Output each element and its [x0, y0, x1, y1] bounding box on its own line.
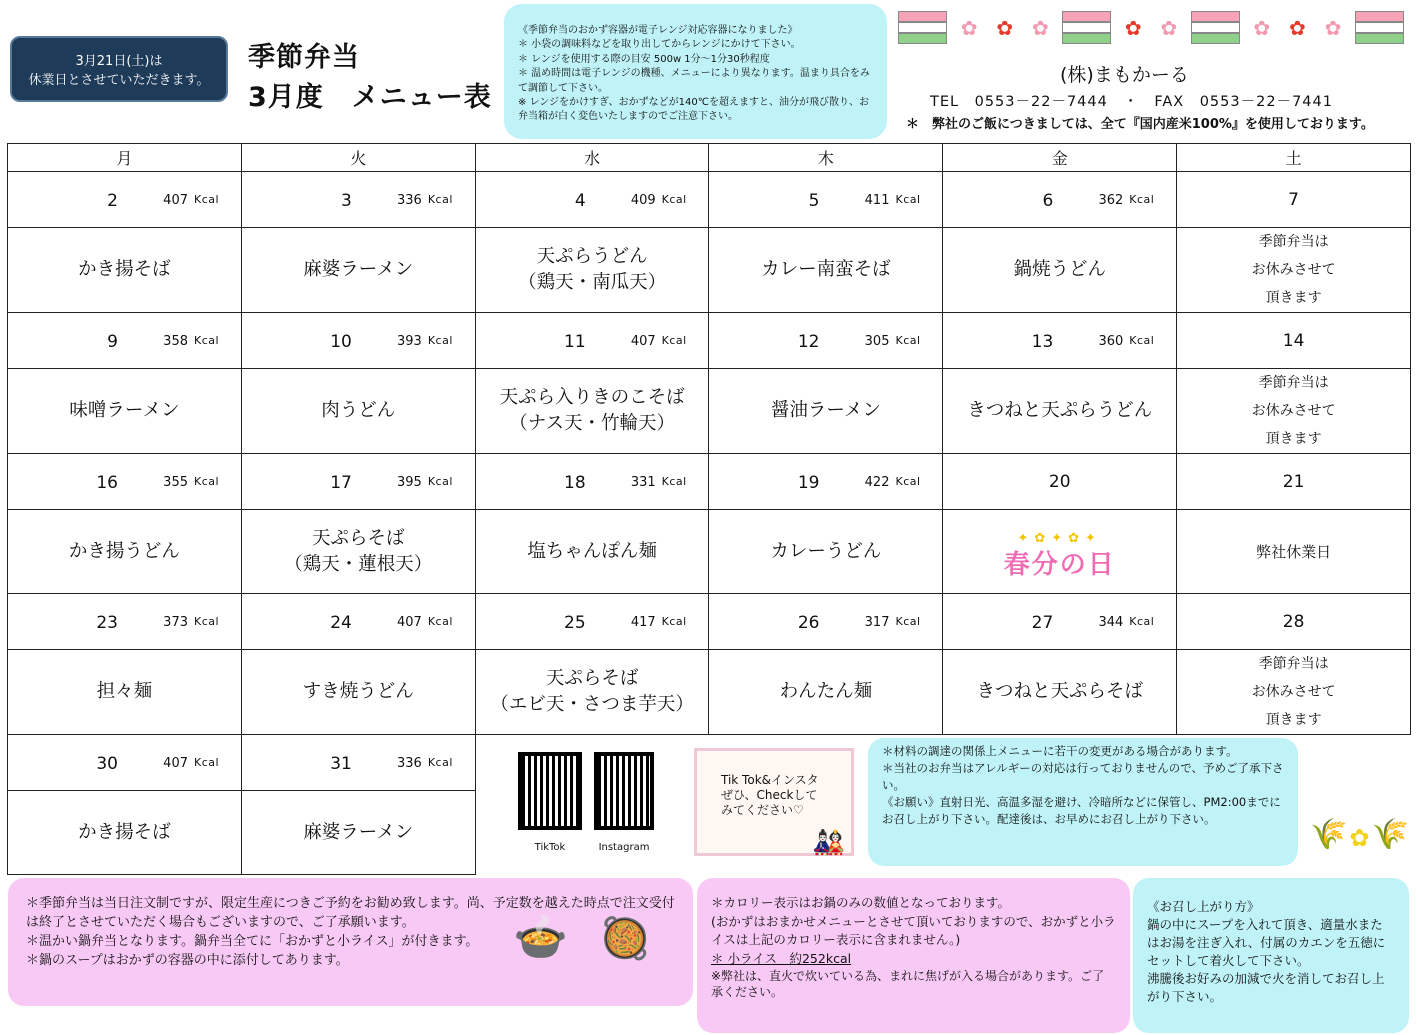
kcal-value: 422 [864, 475, 890, 490]
menu-cell: 鍋焼うどん [943, 228, 1177, 313]
day-number: 25 [564, 613, 586, 633]
kcal-value: 373 [163, 615, 188, 630]
micro-line: ＊ 小袋の調味料などを取り出してからレンジにかけて下さい。 [518, 39, 801, 51]
tiktok-label: TikTok [534, 842, 566, 853]
calorie-notice [697, 878, 1130, 1033]
order-notice [8, 878, 693, 1006]
menu-cell [475, 650, 709, 735]
kcal-value: 407 [630, 334, 656, 349]
date-cell [241, 735, 475, 791]
menu-cell: かき揚うどん [8, 510, 242, 594]
kcal-value: 336 [397, 193, 422, 208]
kcal-value: 344 [1098, 615, 1124, 630]
company-name: (株)まもかーる [1060, 64, 1189, 86]
date-cell [475, 594, 709, 650]
menu-detail: （鶏天・蓮根天） [284, 553, 433, 575]
notice-line1: 3月21日(土)は [75, 54, 163, 69]
qr-code-icon [518, 752, 582, 830]
menu-name: 天ぷらうどん [536, 246, 648, 267]
caution-box [868, 738, 1298, 866]
day-number: 17 [330, 473, 352, 493]
date-cell [709, 594, 943, 650]
kcal-label: Kcal [194, 193, 220, 206]
promo-line: Tik Tok&インスタ [721, 773, 819, 787]
menu-cell [475, 369, 709, 454]
plum-icon: ✿ [996, 16, 1014, 40]
order-line: ＊鍋のスープはおかずの容器の中に添付してあります。 [26, 953, 349, 968]
menu-cell: きつねと天ぷらそば [943, 650, 1177, 735]
closed-line: 季節弁当は [1258, 656, 1329, 672]
day-number: 23 [96, 613, 118, 633]
day-number: 16 [96, 473, 118, 493]
weekday-fri: 金 [943, 144, 1177, 172]
day-number: 11 [564, 332, 586, 352]
menu-cell: かき揚そば [8, 228, 242, 313]
plum-icon: ✿ [1124, 16, 1142, 40]
closed-line: 季節弁当は [1258, 375, 1329, 391]
page-title [248, 38, 492, 118]
howto-title: 《お召し上がり方》 [1147, 899, 1260, 914]
kcal-label: Kcal [427, 193, 453, 206]
kcal-label: Kcal [895, 193, 921, 206]
date-cell [241, 172, 475, 228]
howto-box [1133, 878, 1409, 1033]
menu-cell [475, 228, 709, 313]
kcal-label: Kcal [427, 615, 453, 628]
hishimochi-icon [1062, 11, 1111, 45]
calorie-line: ※弊社は、直火で炊いている為、まれに焦げが入る場合があります。ご了承ください。 [711, 969, 1105, 999]
hishimochi-icon [1355, 11, 1404, 45]
kcal-label: Kcal [427, 334, 453, 347]
date-row [8, 594, 1411, 650]
date-cell: 21 [1177, 454, 1411, 510]
menu-cell [1177, 228, 1411, 313]
flower-icon: ✿ [1031, 16, 1049, 40]
menu-cell [1177, 369, 1411, 454]
contact-numbers: TEL 0553－22－7444 ・ FAX 0553－22－7441 [930, 94, 1333, 110]
date-cell [241, 313, 475, 369]
sns-promo [694, 748, 854, 856]
menu-cell: 醤油ラーメン [709, 369, 943, 454]
howto-line: 沸騰後お好みの加減で火を消してお召し上がり下さい。 [1147, 971, 1385, 1004]
calorie-line: (おかずはおまかせメニューとさせて頂いておりますので、おかずと小ライスは上記のカロリー表示に含まれません。) [711, 913, 1116, 947]
micro-line: 《季節弁当のおかず容器が電子レンジ対応容器になりました》 [518, 25, 798, 36]
instagram-label: Instagram [598, 842, 650, 853]
menu-cell: 塩ちゃんぽん麺 [475, 510, 709, 594]
kcal-value: 395 [397, 475, 422, 490]
closed-line: 頂きます [1265, 431, 1322, 447]
menu-cell: カレーうどん [709, 510, 943, 594]
menu-detail: （ナス天・竹輪天） [509, 413, 675, 434]
date-cell [475, 172, 709, 228]
weekday-tue: 火 [241, 144, 475, 172]
kcal-label: Kcal [1129, 334, 1155, 347]
menu-cell: 麻婆ラーメン [241, 791, 475, 875]
day-number: 4 [574, 191, 586, 211]
day-number: 9 [107, 332, 118, 352]
order-line: ＊温かい鍋弁当となります。鍋弁当全てに「おかずと小ライス」が付きます。 [26, 934, 479, 949]
menu-cell: 弊社休業日 [1177, 510, 1411, 594]
menu-row [8, 369, 1411, 454]
flower-icon: ✿ [1253, 16, 1271, 40]
closed-day-notice [10, 36, 228, 102]
day-number: 18 [564, 473, 586, 493]
kcal-value: 417 [630, 615, 656, 630]
promo-line: ぜひ、Checkして [721, 788, 818, 802]
day-number: 27 [1031, 613, 1054, 633]
kcal-value: 355 [163, 475, 188, 490]
weekday-sat: 土 [1177, 144, 1411, 172]
menu-row [8, 650, 1411, 735]
kcal-label: Kcal [661, 193, 687, 206]
date-cell [709, 454, 943, 510]
date-row [8, 313, 1411, 369]
hina-doll-icon: 🎎 [812, 828, 845, 858]
menu-name: 天ぷらそば [311, 527, 405, 549]
flower-icon: ✿ [1324, 16, 1342, 40]
kcal-value: 393 [397, 334, 422, 349]
kcal-value: 358 [163, 334, 188, 349]
kcal-value: 317 [864, 615, 890, 630]
day-number: 5 [808, 191, 820, 211]
hishimochi-icon [1191, 11, 1240, 45]
nabe-bowl-icon: 🥘 [600, 916, 650, 962]
howto-line: 鍋の中にスープを入れて頂き、適量水またはお湯を注ぎ入れ、付属のカエンを五徳にセットして着火して下さい。 [1147, 917, 1386, 968]
tiktok-qr[interactable] [518, 752, 582, 853]
menu-detail: （エビ天・さつま芋天） [490, 694, 694, 715]
date-cell [8, 172, 242, 228]
day-number: 31 [330, 754, 352, 774]
instagram-qr[interactable] [594, 752, 654, 853]
hinamatsuri-decoration [898, 8, 1404, 48]
kcal-value: 407 [163, 756, 188, 771]
day-number: 3 [341, 191, 352, 211]
flower-icon: ✿ [1160, 16, 1178, 40]
kcal-value: 407 [397, 615, 422, 630]
kcal-label: Kcal [895, 334, 921, 347]
menu-cell: きつねと天ぷらうどん [943, 369, 1177, 454]
qr-code-icon [594, 752, 654, 830]
closed-line: 頂きます [1265, 290, 1322, 306]
notice-line2: 休業日とさせていただきます。 [28, 73, 210, 88]
day-number: 2 [107, 191, 118, 211]
caution-line: ＊当社のお弁当はアレルギーの対応は行っておりませんので、予めご了承下さい。 [882, 761, 1284, 792]
order-line: ＊季節弁当は当日注文制ですが、限定生産につきご予約をお勧め致します。尚、予定数を越えた時点で注文受付は終了とさせていただく場合もございますので、ご了承願います。 [26, 896, 675, 930]
date-cell [241, 594, 475, 650]
menu-cell [241, 510, 475, 594]
kcal-label: Kcal [1129, 193, 1155, 206]
day-number: 30 [96, 754, 118, 774]
nabe-pot-icon: 🍲 [513, 912, 568, 963]
holiday-cell [943, 510, 1177, 594]
menu-name: 天ぷらそば [545, 668, 639, 689]
title-line1: 季節弁当 [248, 42, 360, 73]
weekday-thu: 木 [709, 144, 943, 172]
kcal-label: Kcal [661, 615, 687, 628]
menu-cell: わんたん麺 [709, 650, 943, 735]
kcal-label: Kcal [1129, 615, 1155, 628]
microwave-notice [504, 4, 887, 139]
day-number: 6 [1042, 191, 1054, 211]
kcal-value: 411 [864, 193, 890, 208]
calorie-line: ＊カロリー表示はお鍋のみの数値となっております。 [711, 895, 1011, 910]
menu-cell: かき揚そば [8, 791, 242, 875]
menu-row [8, 510, 1411, 594]
menu-detail: （鶏天・南瓜天） [518, 272, 667, 293]
menu-cell [1177, 650, 1411, 735]
weekday-mon: 月 [8, 144, 242, 172]
micro-line: ＊ レンジを使用する際の目安 500w 1分～1分30秒程度 [518, 53, 770, 65]
closed-line: 頂きます [1265, 712, 1322, 728]
micro-line: ※ レンジをかけすぎ、おかずなどが140℃を超えますと、油分が飛び散り、お弁当箱が白く変色いたしますのでご注意下さい。 [518, 97, 869, 123]
day-number: 10 [330, 332, 352, 352]
flower-icon: ✿ [960, 16, 978, 40]
date-cell [8, 735, 242, 791]
date-cell [241, 454, 475, 510]
date-cell [943, 313, 1177, 369]
micro-line: ＊ 温め時間は電子レンジの機種、メニューにより異なります。温まり具合をみて調節して下さい。 [518, 68, 870, 94]
plum-icon: ✿ [1288, 16, 1306, 40]
menu-cell: 麻婆ラーメン [241, 228, 475, 313]
caution-line: ＊材料の調達の関係上メニューに若干の変更がある場合があります。 [882, 744, 1238, 758]
date-cell [8, 594, 242, 650]
kcal-label: Kcal [427, 756, 453, 769]
date-cell: 20 [943, 454, 1177, 510]
kcal-value: 305 [864, 334, 890, 349]
day-number: 12 [797, 332, 820, 352]
sparkle-icon: ✦✿✦✿✦ [1017, 530, 1102, 546]
kcal-value: 362 [1098, 193, 1124, 208]
kcal-label: Kcal [895, 615, 921, 628]
menu-cell: カレー南蛮そば [709, 228, 943, 313]
rice-calorie: ＊ 小ライス 約252kcal [711, 950, 852, 966]
date-cell [943, 594, 1177, 650]
day-number: 13 [1031, 332, 1054, 352]
date-cell [475, 454, 709, 510]
kcal-label: Kcal [194, 334, 220, 347]
kcal-label: Kcal [194, 615, 220, 628]
closed-line: お休みさせて [1251, 684, 1336, 700]
title-line2: 3月度 メニュー表 [248, 82, 492, 113]
weekday-wed: 水 [475, 144, 709, 172]
kcal-value: 331 [630, 475, 656, 490]
kcal-value: 409 [630, 193, 656, 208]
date-cell [8, 454, 242, 510]
menu-name: 天ぷら入りきのこそば [499, 387, 685, 408]
date-cell: 28 [1177, 594, 1411, 650]
date-cell [475, 313, 709, 369]
closed-line: お休みさせて [1251, 262, 1336, 278]
date-cell [709, 172, 943, 228]
kcal-value: 336 [397, 756, 422, 771]
rice-note: ＊ 弊社のご飯につきましては、全て『国内産米100%』を使用しております。 [906, 117, 1374, 132]
kcal-label: Kcal [661, 334, 687, 347]
date-cell: 7 [1177, 172, 1411, 228]
day-number: 26 [797, 613, 820, 633]
menu-cell: 担々麺 [8, 650, 242, 735]
kcal-label: Kcal [427, 475, 453, 488]
date-cell: 14 [1177, 313, 1411, 369]
date-cell [943, 172, 1177, 228]
date-row [8, 454, 1411, 510]
date-cell [709, 313, 943, 369]
closed-line: お休みさせて [1251, 403, 1336, 419]
promo-line: みてください♡ [721, 803, 804, 817]
kcal-label: Kcal [661, 475, 687, 488]
kcal-value: 360 [1098, 334, 1124, 349]
kcal-label: Kcal [895, 475, 921, 488]
tsukushi-icon: 🌾 ✿ 🌾 [1310, 817, 1409, 852]
day-number: 19 [797, 473, 820, 493]
kcal-value: 407 [163, 193, 188, 208]
menu-cell: すき焼うどん [241, 650, 475, 735]
hishimochi-icon [898, 11, 947, 45]
kcal-label: Kcal [194, 475, 220, 488]
kcal-label: Kcal [194, 756, 220, 769]
menu-cell: 味噌ラーメン [8, 369, 242, 454]
caution-line: 《お願い》直射日光、高温多湿を避け、冷暗所などに保管し、PM2:00までにお召し上がり下さい。配達後は、お早めにお召し上がり下さい。 [882, 795, 1281, 826]
day-number: 24 [330, 613, 352, 633]
date-cell [8, 313, 242, 369]
menu-row [8, 228, 1411, 313]
weekday-header-row [8, 144, 1411, 172]
shunbun-no-hi-label: 春分の日 [1003, 549, 1116, 580]
closed-line: 季節弁当は [1258, 234, 1329, 250]
menu-cell: 肉うどん [241, 369, 475, 454]
date-row [8, 172, 1411, 228]
